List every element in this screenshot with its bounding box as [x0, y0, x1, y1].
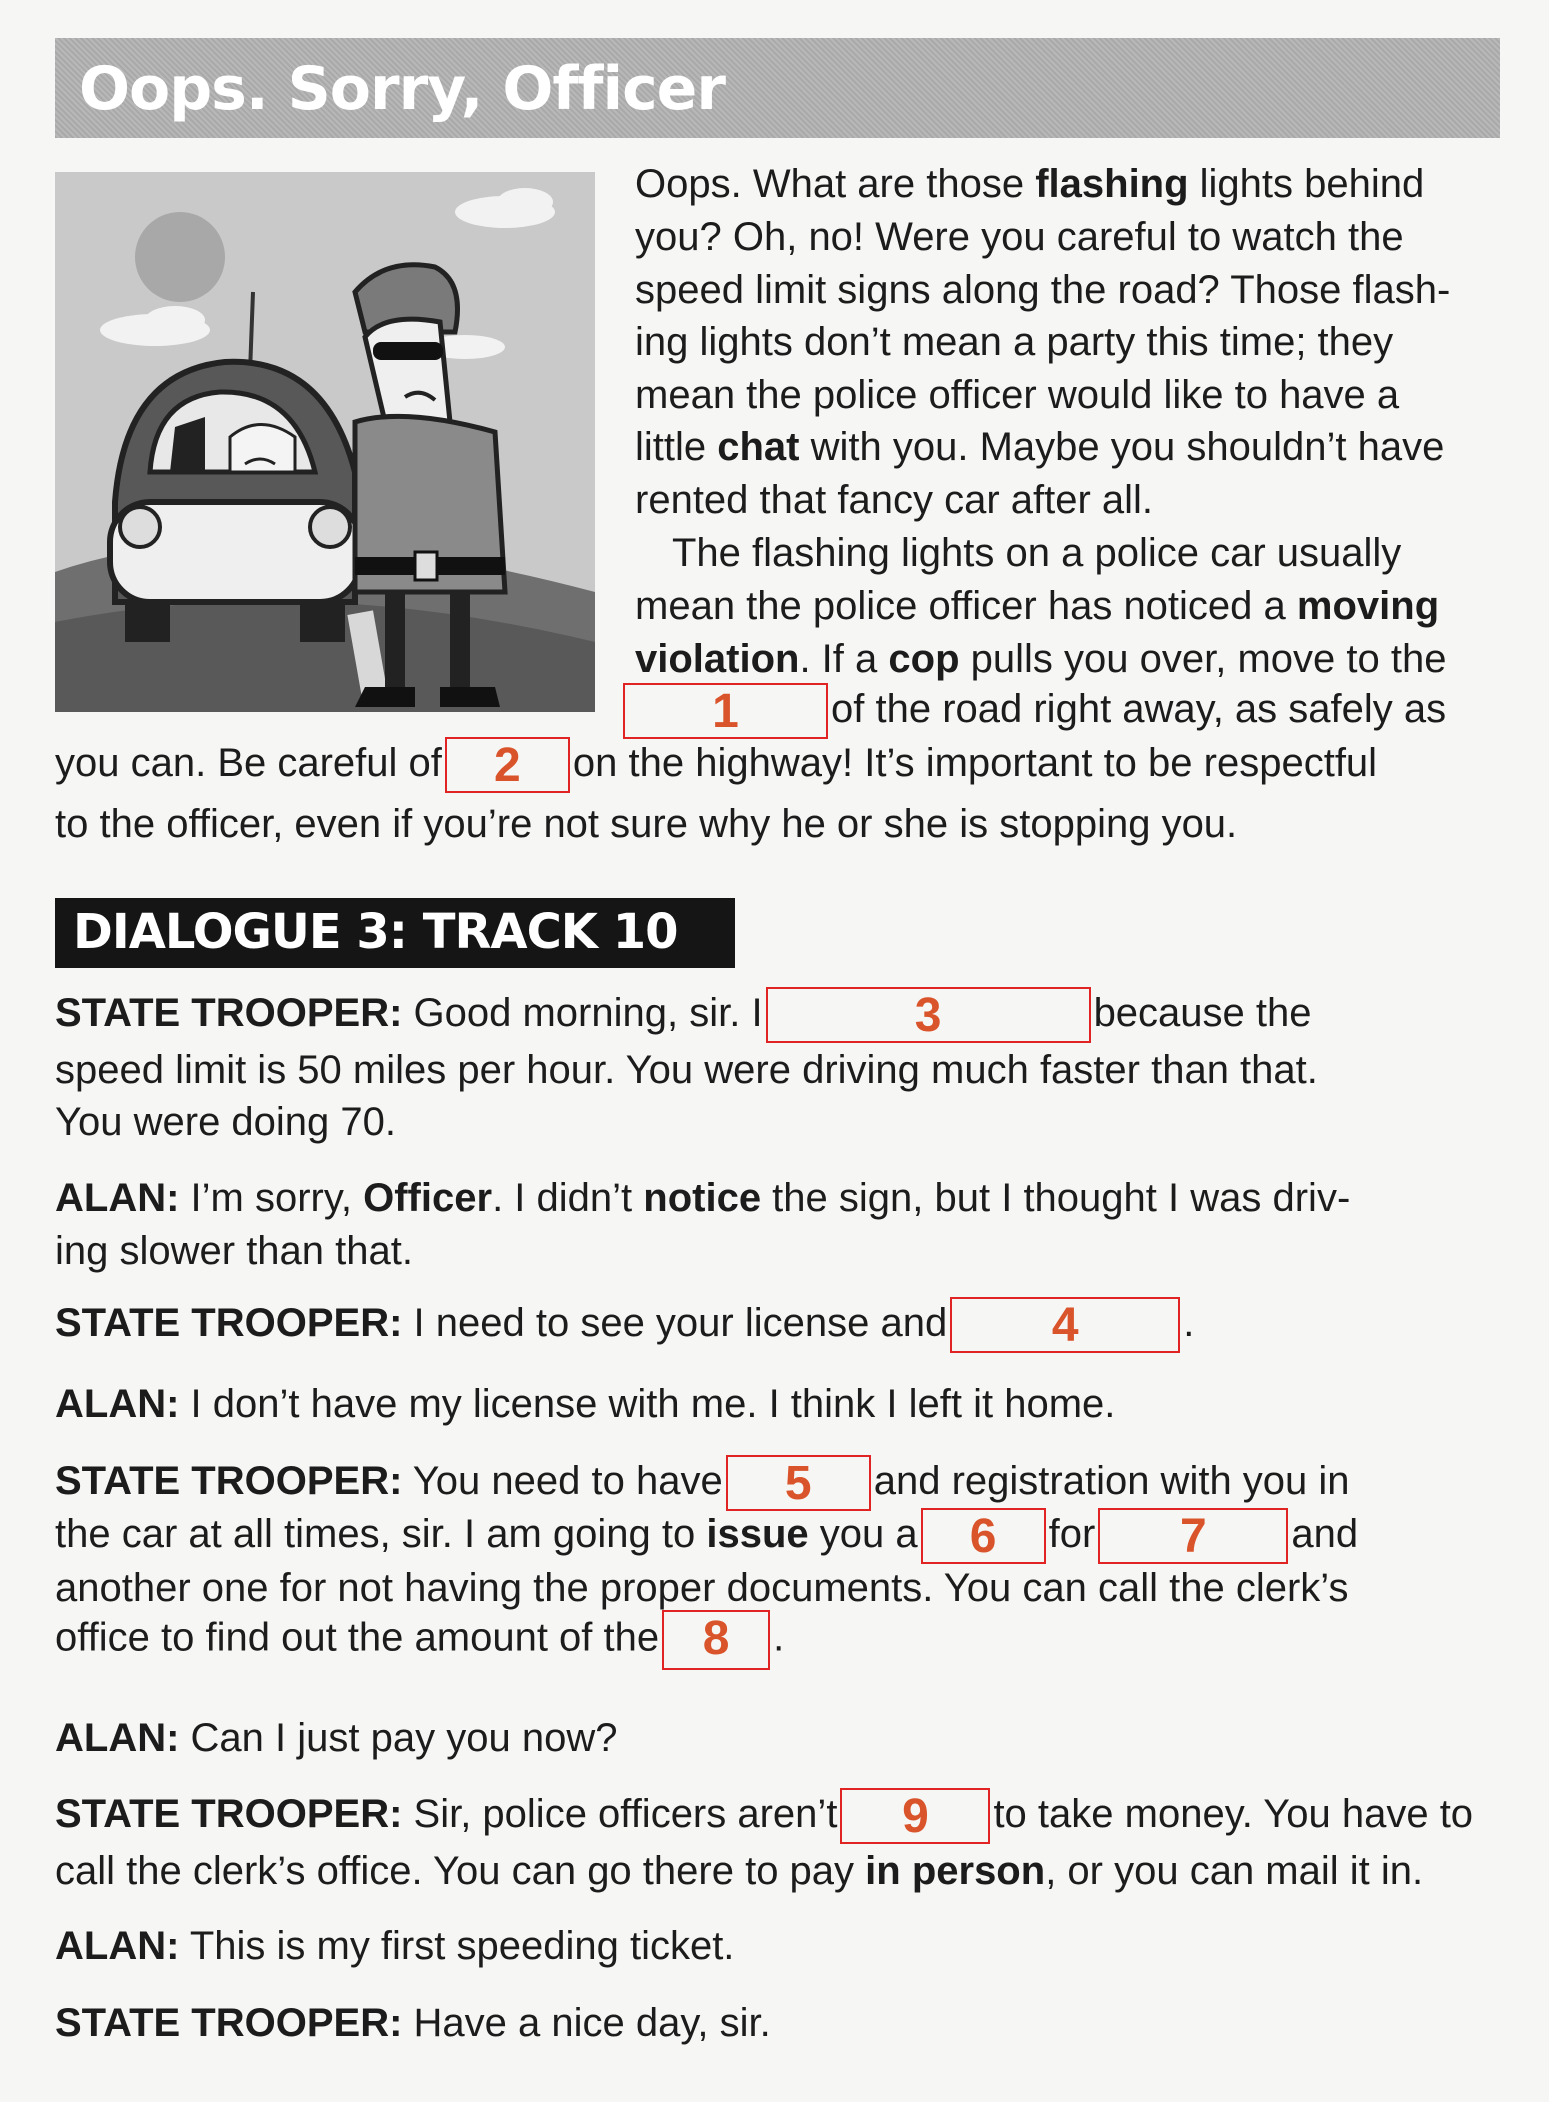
- speaker-label: ALAN:: [55, 1382, 180, 1426]
- dialogue-line: You were doing 70.: [55, 1100, 397, 1144]
- blank-number: 6: [969, 1510, 997, 1564]
- intro-line: to the officer, even if you’re not sure why he or she is stopping you.: [55, 802, 1238, 846]
- bold-term: flashing: [1035, 162, 1189, 206]
- dialogue-line: [55, 1788, 1473, 1844]
- answer-blank-7[interactable]: [1098, 1508, 1288, 1564]
- answer-blank-1[interactable]: [623, 683, 828, 739]
- dialogue-line: [55, 1508, 1358, 1564]
- text: I’m sorry,: [179, 1176, 364, 1220]
- text: and: [1291, 1512, 1359, 1556]
- title-bar: [55, 38, 1500, 138]
- text: . If a: [799, 637, 889, 681]
- speaker-label: STATE TROOPER:: [55, 1459, 403, 1503]
- dialogue-line: [55, 1920, 734, 1973]
- text: You need to have: [402, 1459, 723, 1503]
- speaker-label: ALAN:: [55, 1176, 180, 1220]
- dialogue-line: speed limit is 50 miles per hour. You were driving much faster than that.: [55, 1048, 1318, 1092]
- answer-blank-5[interactable]: [726, 1455, 871, 1511]
- speaker-label: ALAN:: [55, 1924, 180, 1968]
- text: you a: [808, 1512, 918, 1556]
- dialogue-line: [55, 1378, 1115, 1431]
- intro-line: [635, 580, 1439, 633]
- answer-blank-2[interactable]: [445, 737, 570, 793]
- text: .: [1183, 1301, 1195, 1345]
- dialogue-line: [55, 1610, 784, 1670]
- text: call the clerk’s office. You can go there to pay: [55, 1849, 866, 1893]
- blank-number: 3: [914, 989, 942, 1043]
- bold-term: Officer: [363, 1176, 493, 1220]
- text: for: [1048, 1512, 1096, 1556]
- text: . I didn’t: [492, 1176, 644, 1220]
- intro-line: [635, 421, 1444, 474]
- answer-blank-4[interactable]: [950, 1297, 1180, 1353]
- text: office to find out the amount of the: [55, 1615, 660, 1660]
- blank-number: 7: [1179, 1510, 1207, 1564]
- speaker-label: STATE TROOPER:: [55, 2001, 403, 2045]
- blank-number: 8: [702, 1612, 730, 1665]
- text: Oops. What are those: [635, 162, 1036, 206]
- dialogue-line: another one for not having the proper documents. You can call the clerk’s: [55, 1566, 1349, 1610]
- text: on the highway! It’s important to be respectful: [572, 741, 1378, 785]
- sun-icon: [135, 212, 225, 302]
- page-title: Oops. Sorry, Officer: [79, 54, 725, 124]
- blank-number: 1: [712, 685, 739, 739]
- dialogue-line: [55, 1297, 1194, 1353]
- dialogue-line: [55, 987, 1312, 1043]
- bold-term: moving: [1296, 584, 1440, 628]
- text: the sign, but I thought I was driv-: [761, 1176, 1351, 1220]
- bold-term: violation: [635, 637, 800, 681]
- text: with you. Maybe you shouldn’t have: [799, 425, 1445, 469]
- dialogue-line: ing slower than that.: [55, 1229, 413, 1273]
- text: lights behind: [1188, 162, 1425, 206]
- text: Have a nice day, sir.: [402, 2001, 771, 2045]
- blank-number: 4: [1051, 1299, 1079, 1353]
- dialogue-line: [55, 1845, 1423, 1898]
- speaker-label: ALAN:: [55, 1716, 180, 1760]
- answer-blank-6[interactable]: [921, 1508, 1046, 1564]
- intro-line: [620, 683, 1446, 739]
- text: and registration with you in: [873, 1459, 1350, 1503]
- text: I need to see your license and: [402, 1301, 948, 1345]
- bold-term: in person: [865, 1849, 1046, 1893]
- text: This is my first speeding ticket.: [179, 1924, 735, 1968]
- text: you can. Be careful of: [55, 741, 442, 785]
- speaker-label: STATE TROOPER:: [55, 991, 403, 1035]
- text: because the: [1093, 991, 1312, 1035]
- blank-number: 5: [784, 1457, 812, 1511]
- text: little: [635, 425, 718, 469]
- section-header: [55, 898, 735, 968]
- dialogue-line: [55, 1172, 1350, 1225]
- blank-number: 9: [902, 1790, 929, 1844]
- intro-line: speed limit signs along the road? Those flash-: [635, 268, 1451, 312]
- bold-term: cop: [888, 637, 960, 681]
- answer-blank-8[interactable]: [662, 1610, 770, 1670]
- text: , or you can mail it in.: [1045, 1849, 1424, 1893]
- bold-term: issue: [706, 1512, 809, 1556]
- text: the car at all times, sir. I am going to: [55, 1512, 707, 1556]
- text: mean the police officer has noticed a: [635, 584, 1297, 628]
- speaker-label: STATE TROOPER:: [55, 1792, 403, 1836]
- text: Can I just pay you now?: [179, 1716, 618, 1760]
- bold-term: notice: [643, 1176, 762, 1220]
- intro-line: ing lights don’t mean a party this time; they: [635, 320, 1394, 364]
- intro-line: [55, 737, 1377, 793]
- text: to take money. You have to: [993, 1792, 1474, 1836]
- text: Sir, police officers aren’t: [402, 1792, 838, 1836]
- text: of the road right away, as safely as: [831, 687, 1447, 731]
- blank-number: 2: [494, 739, 521, 793]
- text: I don’t have my license with me. I think I left it home.: [179, 1382, 1116, 1426]
- police-officer-and-car-illustration: [55, 172, 595, 712]
- answer-blank-3[interactable]: [766, 987, 1091, 1043]
- text: pulls you over, move to the: [959, 637, 1447, 681]
- intro-line: mean the police officer would like to have a: [635, 373, 1400, 417]
- intro-line: rented that fancy car after all.: [635, 478, 1154, 522]
- section-header-text: DIALOGUE 3: TRACK 10: [73, 904, 678, 960]
- text: Good morning, sir. I: [402, 991, 763, 1035]
- answer-blank-9[interactable]: [840, 1788, 990, 1844]
- text: .: [773, 1615, 785, 1660]
- bold-term: chat: [717, 425, 800, 469]
- intro-line: [635, 633, 1446, 686]
- dialogue-line: [55, 1997, 771, 2050]
- intro-line: [635, 158, 1424, 211]
- dialogue-line: [55, 1712, 617, 1765]
- speaker-label: STATE TROOPER:: [55, 1301, 403, 1345]
- dialogue-line: [55, 1455, 1350, 1511]
- intro-line: The flashing lights on a police car usually: [672, 531, 1402, 575]
- intro-line: you? Oh, no! Were you careful to watch the: [635, 215, 1404, 259]
